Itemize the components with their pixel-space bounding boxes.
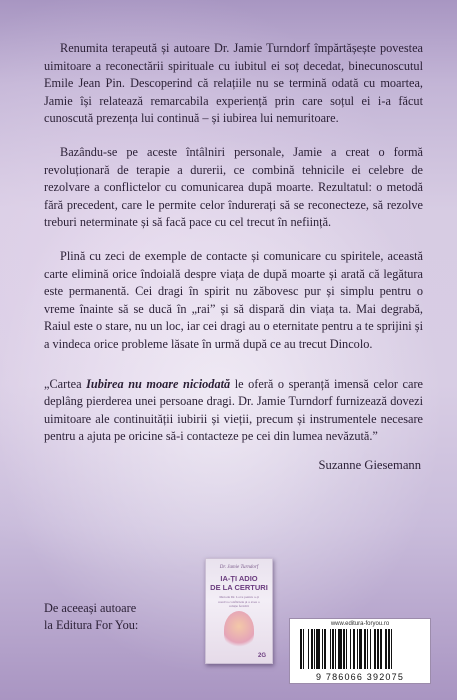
barcode-bars bbox=[300, 629, 420, 669]
other-books-label bbox=[44, 600, 138, 634]
back-cover-text bbox=[44, 40, 423, 473]
flower-illustration bbox=[224, 611, 254, 649]
barcode-box bbox=[289, 618, 431, 684]
description-paragraph-1: Renumita terapeută și autoare Dr. Jamie Turndorf împărtășește povestea uimitoare a reconectării spirituale cu iubitul ei soț decedat, binecunoscutul Emile Jean Pin. Descoperind că relațiile nu se termină odată cu moartea, Jamie își relatează remarcabila experiență prin care soțul ei i-a făcut cunoscută prezența lui continuă – și iubirea lui nemuritoare. bbox=[44, 41, 423, 126]
thumbnail-author: Dr. Jamie Turndorf bbox=[219, 565, 259, 570]
description-paragraph-3: Plină cu zeci de exemple de contacte și comunicare cu spiritele, această carte elimină orice îndoială despre viața de după moarte și arată că legătura este permanentă. Cei dragi în spirit nu zăbovesc pur și simplu pentru o vreme înainte să se ducă în „rai” și să dispară din viața ta. Mai degrabă, Raiul este o stare, nu un loc, iar cei dragi au o eternitate pentru a te sprijini și a vindeca orice probleme lăsate în urmă după ce au trecut Dincolo. bbox=[44, 248, 423, 351]
quote-before: „Cartea bbox=[44, 376, 87, 391]
other-books-line-1: De aceeași autoare bbox=[44, 601, 137, 615]
quote-book-title: Iubirea nu moare niciodată bbox=[86, 376, 231, 391]
other-books-line-2: la Editura For You: bbox=[44, 618, 139, 632]
isbn-number: 9 786066 392075 bbox=[315, 672, 405, 682]
publisher-url: www.editura-foryou.ro bbox=[330, 621, 390, 627]
thumbnail-title-line-2: DE LA CERTURI bbox=[210, 582, 268, 592]
description-paragraph-2: Bazându-se pe aceste întâlniri personale, Jamie a creat o formă revoluționară de terapie a durerii, ce combină tehnicile ei celebre de rezolvare a conflictelor cu comunicarea după moarte. Rezultatul: o metodă fără precedent, care le permite celor îndurerați să se reconecteze, să rezolve treburi neterminate și să facă pace cu cel trecut în neființă. bbox=[44, 144, 423, 230]
thumbnail-subtitle: Metoda Dr. Love pentru a-ți rezolva conflictele și a avea o relație fericită bbox=[218, 595, 260, 608]
quote-author: Suzanne Giesemann bbox=[318, 457, 421, 472]
endorsement-quote bbox=[44, 376, 423, 446]
publisher-logo: 2G bbox=[257, 653, 266, 659]
quote-after: le oferă o speranță imensă celor care deplâng pierderea unei persoane dragi. Dr. Jamie Turndorf furnizează dovezi uimitoare ale continuității iubirii și vieții, precum și instrumentele necesare pentru a ajuta pe oricine să-i contacteze pe cei din lumea nevăzută.” bbox=[44, 376, 423, 444]
thumbnail-title-line-1: IA-ȚI ADIO bbox=[220, 574, 258, 583]
thumbnail-title bbox=[206, 575, 272, 592]
book-thumbnail bbox=[205, 558, 273, 664]
